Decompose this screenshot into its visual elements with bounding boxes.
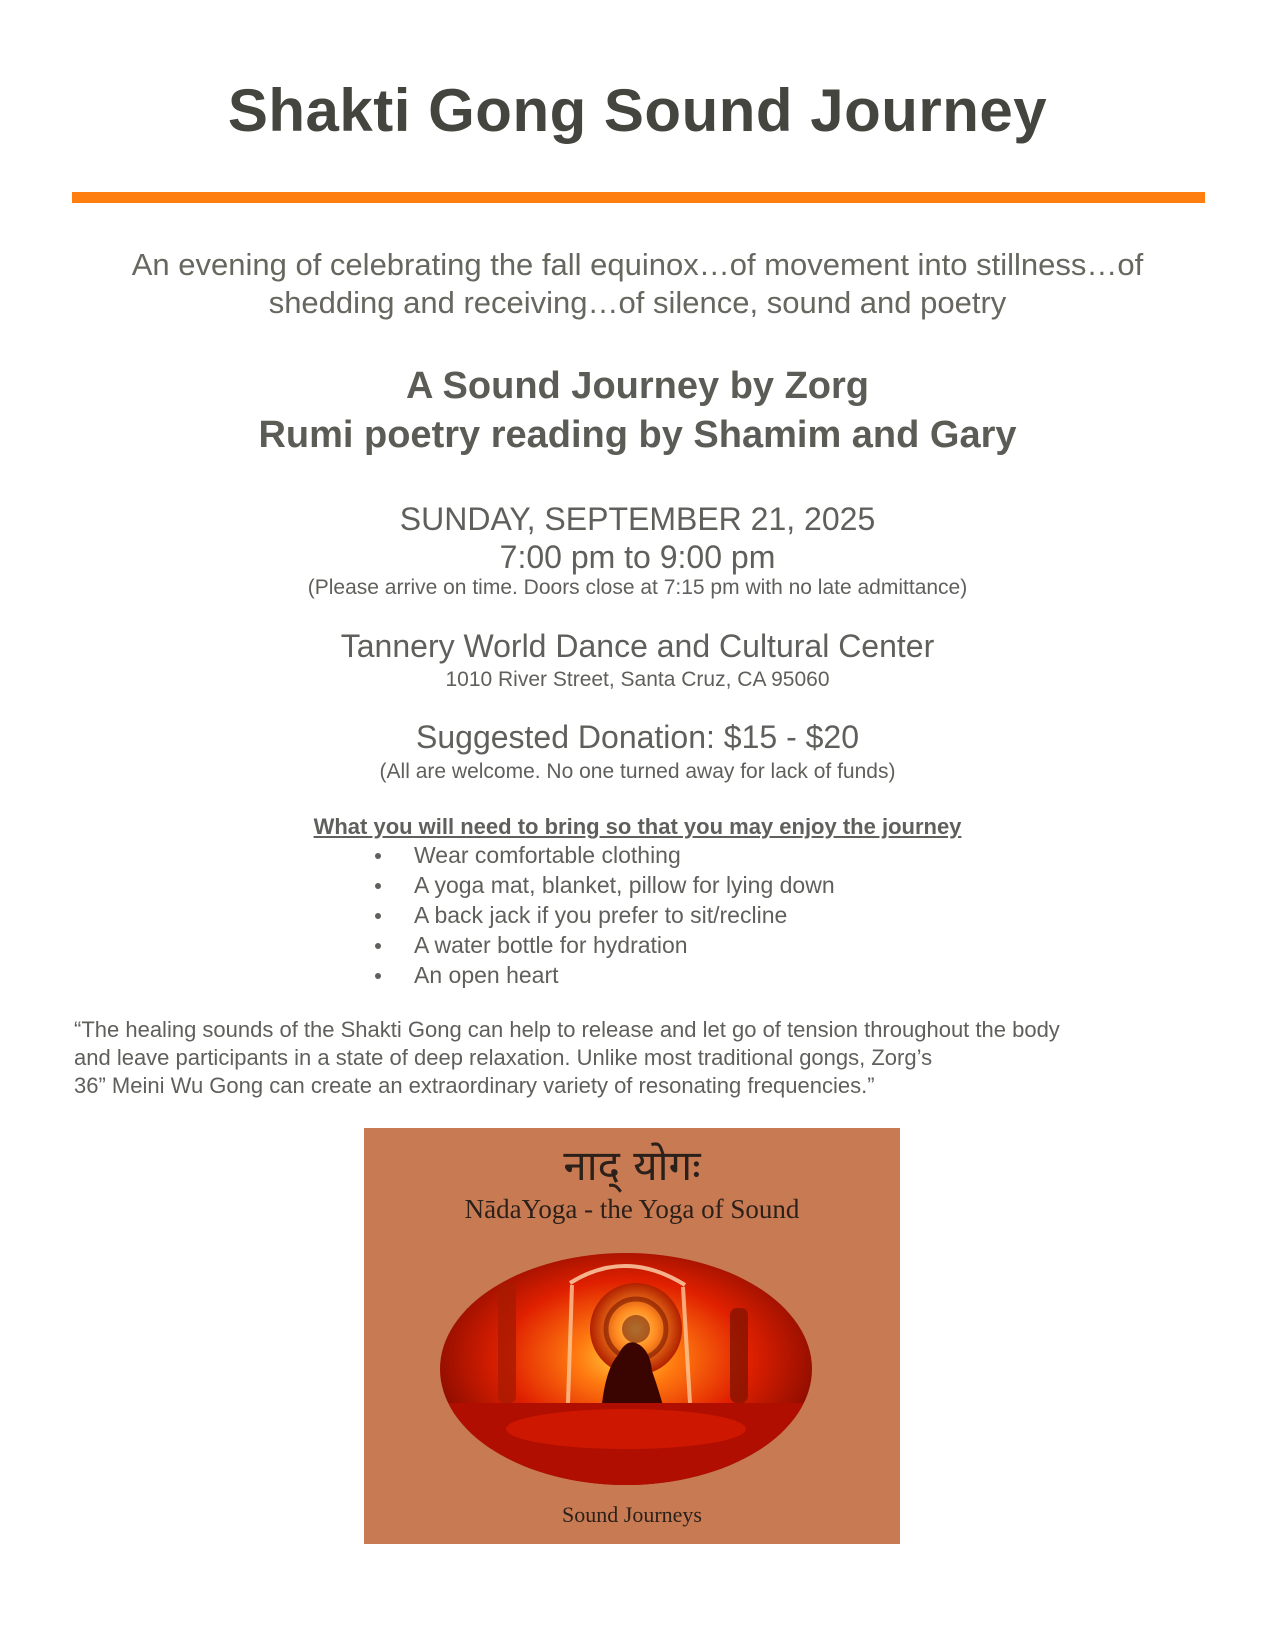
page-title: Shakti Gong Sound Journey xyxy=(227,77,1048,144)
vase-right xyxy=(730,1308,748,1403)
event-datetime xyxy=(0,500,1275,576)
quote-line: and leave participants in a state of deep relaxation. Unlike most traditional gongs, Zorg’s xyxy=(74,1045,933,1070)
headliner-sound-journey: A Sound Journey by Zorg xyxy=(405,365,870,407)
quote-line: 36” Meini Wu Gong can create an extraordinary variety of resonating frequencies.” xyxy=(74,1073,875,1098)
title-divider xyxy=(72,192,1205,203)
intro-line: shedding and receiving…of silence, sound and poetry xyxy=(268,285,1007,320)
donation-note: (All are welcome. No one turned away for lack of funds) xyxy=(379,760,896,783)
vase-left xyxy=(498,1283,516,1403)
poster-subtitle: NādaYoga - the Yoga of Sound xyxy=(464,1194,800,1224)
poster-devanagari-title: नाद् योगः xyxy=(563,1141,701,1190)
bring-list xyxy=(372,840,835,990)
list-item: A yoga mat, blanket, pillow for lying down xyxy=(372,870,835,900)
gong-performance-photo xyxy=(440,1253,812,1485)
headliner-poetry-reading: Rumi poetry reading by Shamim and Gary xyxy=(258,414,1017,456)
event-time: 7:00 pm to 9:00 pm xyxy=(499,539,776,575)
intro-line: An evening of celebrating the fall equinox…of movement into stillness…of xyxy=(131,247,1144,282)
gong-quote xyxy=(74,1016,1214,1100)
list-item: An open heart xyxy=(372,960,835,990)
list-item: A back jack if you prefer to sit/recline xyxy=(372,900,835,930)
list-item: A water bottle for hydration xyxy=(372,930,835,960)
suggested-donation: Suggested Donation: $15 - $20 xyxy=(416,719,859,755)
intro-text xyxy=(0,246,1275,322)
venue-address: 1010 River Street, Santa Cruz, CA 95060 xyxy=(445,668,830,691)
venue-name: Tannery World Dance and Cultural Center xyxy=(340,628,935,664)
headliners xyxy=(0,362,1275,460)
arrival-note: (Please arrive on time. Doors close at 7:15 pm with no late admittance) xyxy=(307,576,968,599)
quote-line: “The healing sounds of the Shakti Gong can help to release and let go of tension throughout the body xyxy=(74,1017,1060,1042)
nada-yoga-poster xyxy=(364,1128,900,1544)
bring-list-heading: What you will need to bring so that you may enjoy the journey xyxy=(313,814,962,839)
list-item: Wear comfortable clothing xyxy=(372,840,835,870)
event-date: SUNDAY, SEPTEMBER 21, 2025 xyxy=(399,501,876,537)
poster-caption: Sound Journeys xyxy=(562,1502,702,1527)
